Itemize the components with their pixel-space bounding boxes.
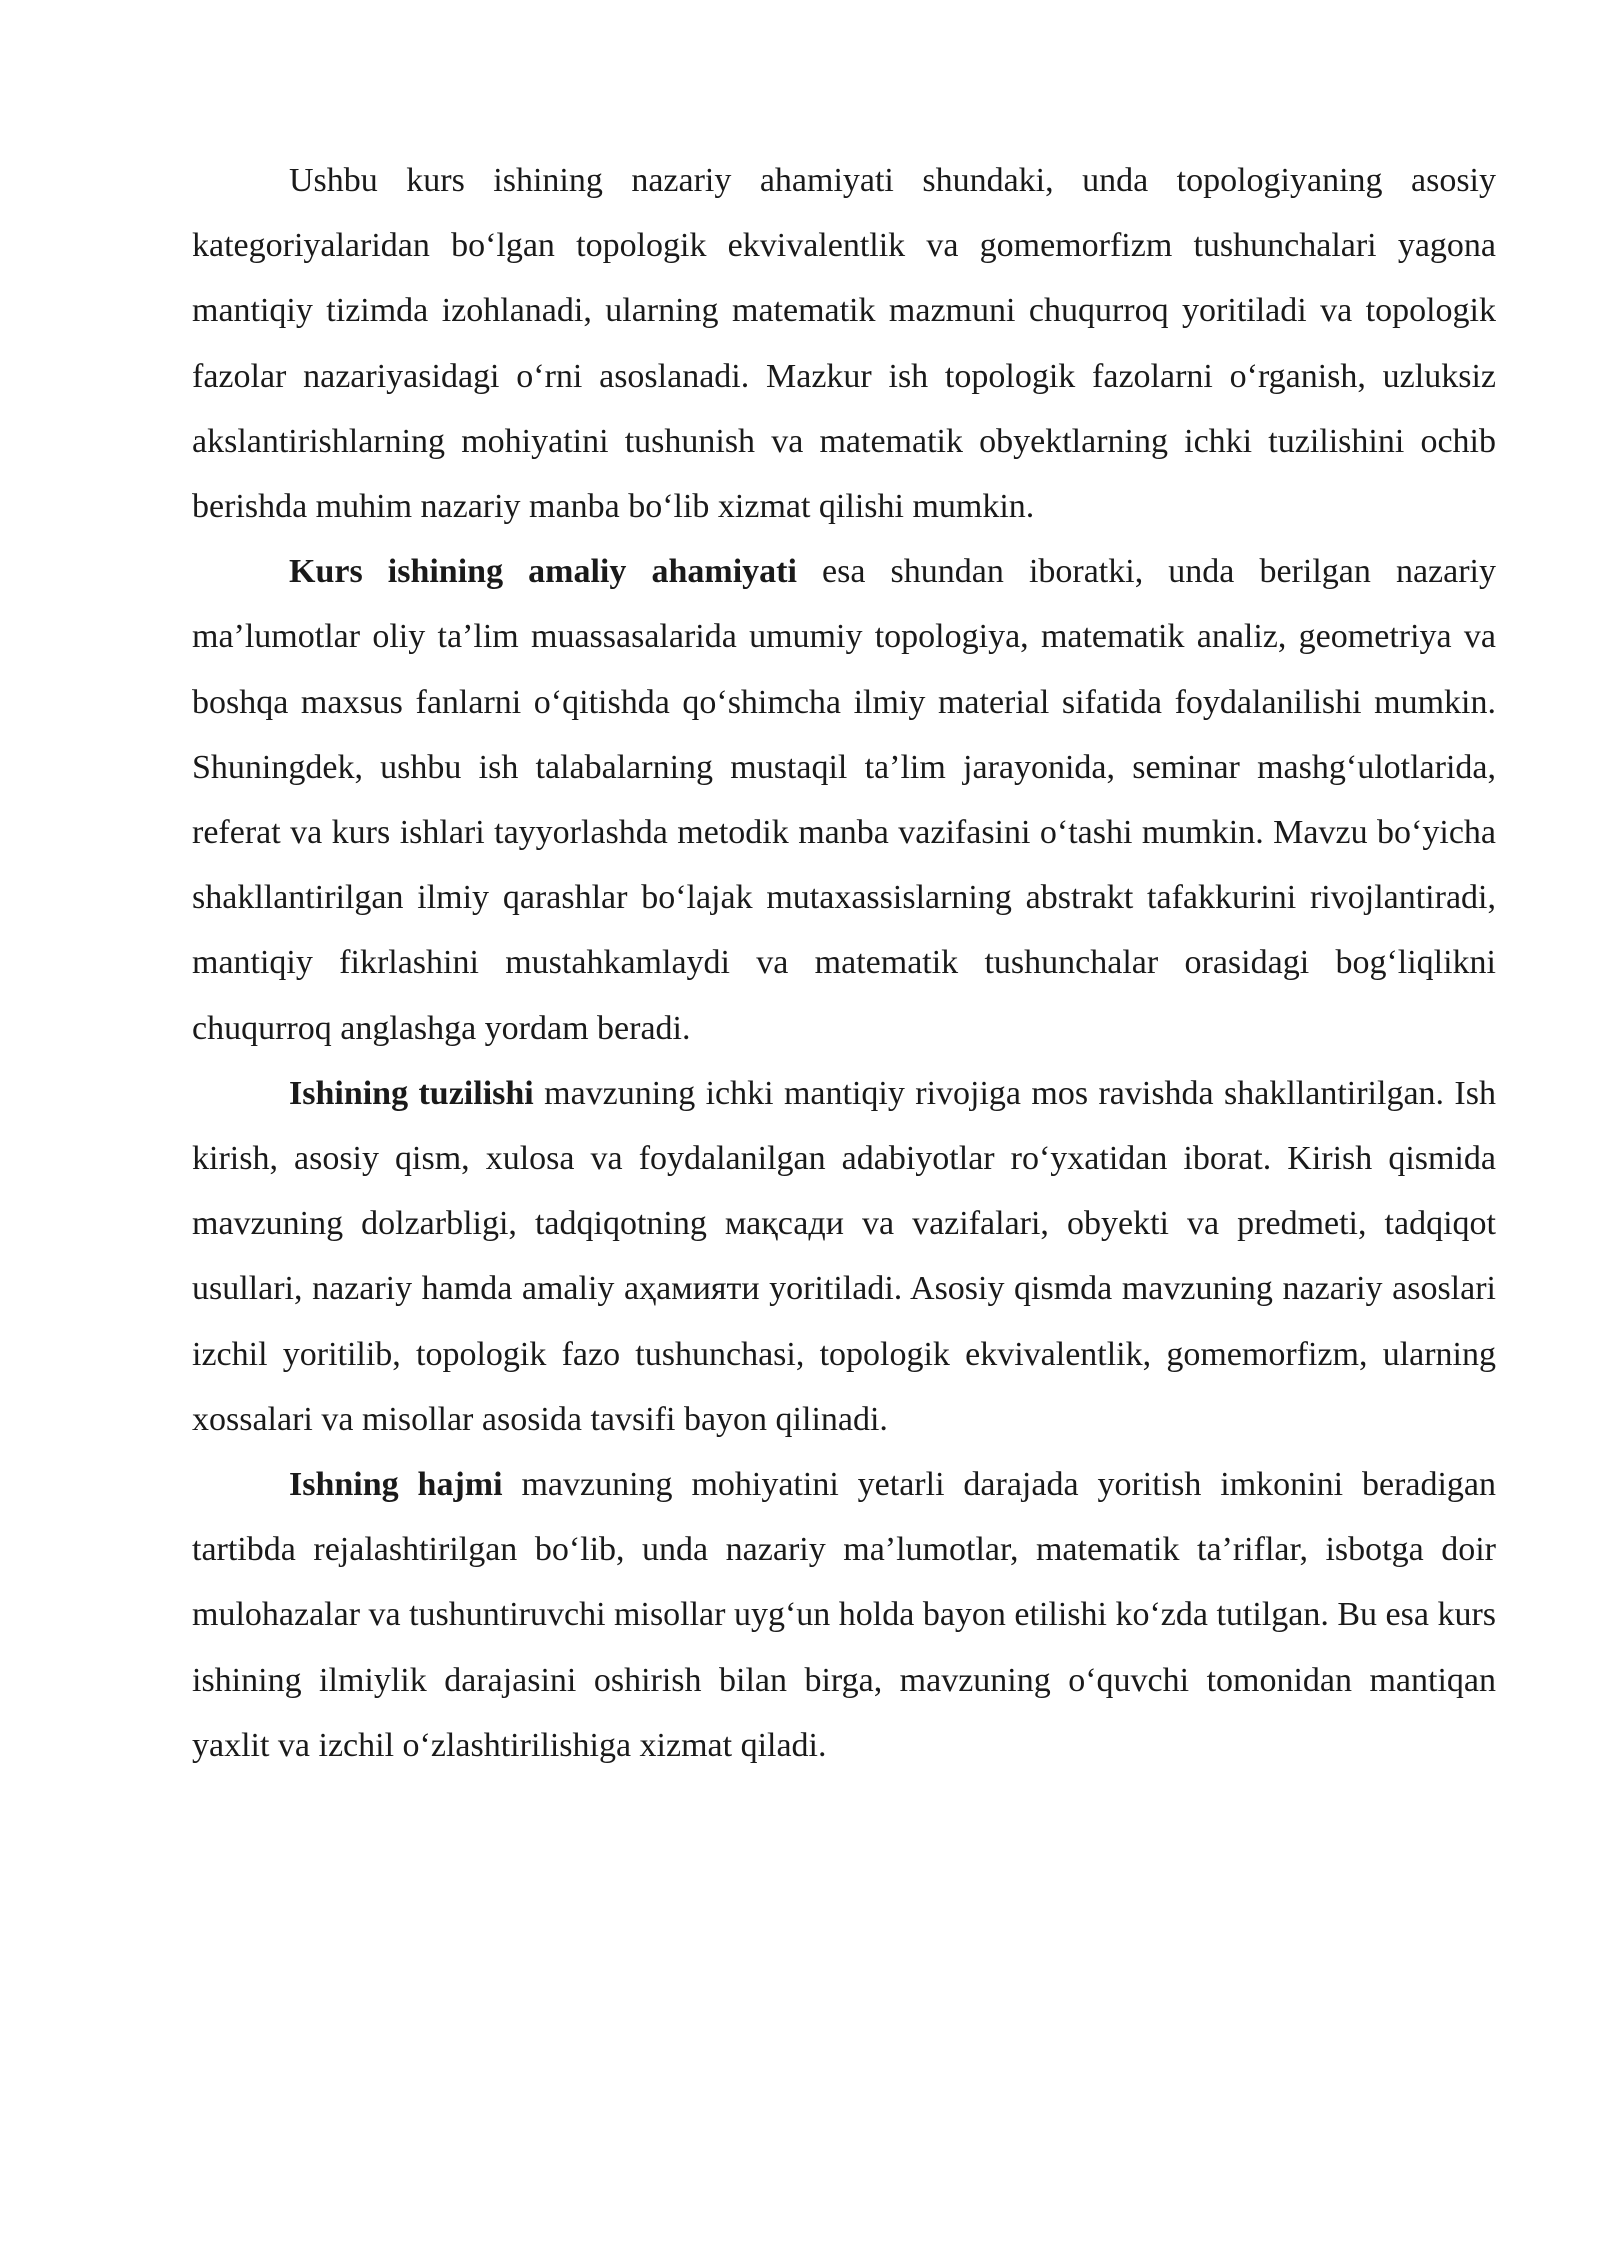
paragraph-lead: Ishining tuzilishi [289,1074,534,1112]
paragraph-structure [192,1061,1496,1452]
paragraph-text: esa shundan iboratki, unda berilgan nazariy ma’lumotlar oliy ta’lim muassasalarida umumiy topologiya, matematik analiz, geometriya va boshqa maxsus fanlarni o‘qitishda qo‘shimcha ilmiy material sifatida foydalanilishi mumkin. Shuningdek, ushbu ish talabalarning mustaqil ta’lim jarayonida, seminar mashg‘ulotlarida, referat va kurs ishlari tayyorlashda metodik manba vazifasini o‘tashi mumkin. Mavzu bo‘yicha shakllantirilgan ilmiy qarashlar bo‘lajak mutaxassislarning abstrakt tafakkurini rivojlantiradi, mantiqiy fikrlashini mustahkamlaydi va matematik tushunchalar orasidagi bog‘liqlikni chuqurroq anglashga yordam beradi. [192,553,1496,1047]
paragraph-practical-significance [192,539,1496,1061]
paragraph-volume [192,1452,1496,1778]
paragraph-text: mavzuning mohiyatini yetarli darajada yoritish imkonini beradigan tartibda rejalashtirilgan bo‘lib, unda nazariy ma’lumotlar, matematik ta’riflar, isbotga doir mulohazalar va tushuntiruvchi misollar uyg‘un holda bayon etilishi ko‘zda tutilgan. Bu esa kurs ishining ilmiylik darajasini oshirish bilan birga, mavzuning o‘quvchi tomonidan mantiqan yaxlit va izchil o‘zlashtirilishiga xizmat qiladi. [192,1466,1497,1764]
paragraph-text: Ushbu kurs ishining nazariy ahamiyati shundaki, unda topologiyaning asosiy kategoriyalaridan bo‘lgan topologik ekvivalentlik va gomemorfizm tushunchalari yagona mantiqiy tizimda izohlanadi, ularning matematik mazmuni chuqurroq yoritiladi va topologik fazolar nazariyasidagi o‘rni asoslanadi. Mazkur ish topologik fazolarni o‘rganish, uzluksiz akslantirishlarning mohiyatini tushunish va matematik obyektlarning ichki tuzilishini ochib berishda muhim nazariy manba bo‘lib xizmat qilishi mumkin. [192,162,1496,526]
document-page [192,148,1496,1778]
paragraph-text: mavzuning ichki mantiqiy rivojiga mos ravishda shakllantirilgan. Ish kirish, asosiy qism, xulosa va foydalanilgan adabiyotlar ro‘yxatidan iborat. Kirish qismida mavzuning dolzarbligi, tadqiqotning мақсади va vazifalari, obyekti va predmeti, tadqiqot usullari, nazariy hamda amaliy аҳамияти yoritiladi. Asosiy qismda mavzuning nazariy asoslari izchil yoritilib, topologik fazo tushunchasi, topologik ekvivalentlik, gomemorfizm, ularning xossalari va misollar asosida tavsifi bayon qilinadi. [192,1074,1496,1438]
paragraph-lead: Kurs ishining amaliy ahamiyati [289,553,797,591]
paragraph-theoretical-significance [192,148,1496,539]
paragraph-lead: Ishning hajmi [289,1466,503,1504]
